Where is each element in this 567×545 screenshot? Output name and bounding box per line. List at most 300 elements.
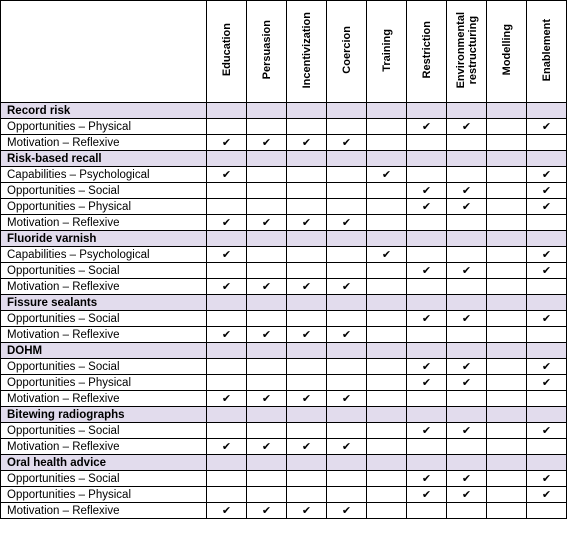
row-label: Opportunities – Physical xyxy=(1,199,207,215)
empty-cell xyxy=(367,503,407,519)
group-cell xyxy=(207,151,247,167)
empty-cell xyxy=(287,423,327,439)
empty-cell xyxy=(527,439,567,455)
group-cell xyxy=(527,231,567,247)
group-cell xyxy=(527,151,567,167)
group-cell xyxy=(367,343,407,359)
row-label: Motivation – Reflexive xyxy=(1,439,207,455)
table-row xyxy=(1,247,567,263)
check-mark-icon: ✔ xyxy=(407,423,447,439)
group-cell xyxy=(487,295,527,311)
check-mark-icon: ✔ xyxy=(287,503,327,519)
empty-cell xyxy=(367,119,407,135)
check-mark-icon: ✔ xyxy=(207,327,247,343)
group-cell xyxy=(487,103,527,119)
group-title: Oral health advice xyxy=(1,455,207,471)
group-cell xyxy=(327,151,367,167)
check-mark-icon: ✔ xyxy=(447,359,487,375)
check-mark-icon: ✔ xyxy=(407,199,447,215)
empty-cell xyxy=(447,279,487,295)
check-mark-icon: ✔ xyxy=(447,375,487,391)
check-mark-icon: ✔ xyxy=(447,423,487,439)
column-header xyxy=(527,1,567,103)
check-mark-icon: ✔ xyxy=(327,135,367,151)
check-mark-icon: ✔ xyxy=(447,119,487,135)
group-cell xyxy=(247,407,287,423)
empty-cell xyxy=(287,199,327,215)
empty-cell xyxy=(207,119,247,135)
check-mark-icon: ✔ xyxy=(247,327,287,343)
column-header xyxy=(447,1,487,103)
group-cell xyxy=(247,343,287,359)
column-header-label: Incentivization xyxy=(300,11,313,89)
check-mark-icon: ✔ xyxy=(407,263,447,279)
empty-cell xyxy=(407,279,447,295)
empty-cell xyxy=(247,199,287,215)
row-label: Capabilities – Psychological xyxy=(1,247,207,263)
empty-cell xyxy=(487,135,527,151)
empty-cell xyxy=(447,503,487,519)
table-row xyxy=(1,359,567,375)
empty-cell xyxy=(367,215,407,231)
group-cell xyxy=(327,103,367,119)
row-label: Motivation – Reflexive xyxy=(1,215,207,231)
check-mark-icon: ✔ xyxy=(207,391,247,407)
group-cell xyxy=(287,407,327,423)
empty-cell xyxy=(487,423,527,439)
column-header xyxy=(367,1,407,103)
corner-cell xyxy=(1,1,207,103)
group-cell xyxy=(407,295,447,311)
check-mark-icon: ✔ xyxy=(447,263,487,279)
empty-cell xyxy=(287,247,327,263)
group-cell xyxy=(207,103,247,119)
check-mark-icon: ✔ xyxy=(327,391,367,407)
check-mark-icon: ✔ xyxy=(247,279,287,295)
check-mark-icon: ✔ xyxy=(407,311,447,327)
check-mark-icon: ✔ xyxy=(407,375,447,391)
group-title: Risk-based recall xyxy=(1,151,207,167)
empty-cell xyxy=(487,247,527,263)
empty-cell xyxy=(487,327,527,343)
empty-cell xyxy=(487,391,527,407)
group-cell xyxy=(407,455,447,471)
empty-cell xyxy=(287,183,327,199)
group-cell xyxy=(447,295,487,311)
empty-cell xyxy=(447,215,487,231)
check-mark-icon: ✔ xyxy=(287,215,327,231)
empty-cell xyxy=(287,487,327,503)
empty-cell xyxy=(367,423,407,439)
group-cell xyxy=(407,407,447,423)
check-mark-icon: ✔ xyxy=(447,183,487,199)
group-cell xyxy=(367,295,407,311)
column-header-label: Environmental restructuring xyxy=(454,11,479,89)
empty-cell xyxy=(487,359,527,375)
check-mark-icon: ✔ xyxy=(407,359,447,375)
group-cell xyxy=(527,295,567,311)
check-mark-icon: ✔ xyxy=(327,439,367,455)
empty-cell xyxy=(327,471,367,487)
empty-cell xyxy=(367,471,407,487)
empty-cell xyxy=(247,183,287,199)
empty-cell xyxy=(287,167,327,183)
table-row xyxy=(1,391,567,407)
empty-cell xyxy=(207,375,247,391)
check-mark-icon: ✔ xyxy=(287,135,327,151)
group-cell xyxy=(487,343,527,359)
row-label: Opportunities – Social xyxy=(1,423,207,439)
check-mark-icon: ✔ xyxy=(207,215,247,231)
group-cell xyxy=(287,343,327,359)
row-label: Motivation – Reflexive xyxy=(1,135,207,151)
group-cell xyxy=(447,103,487,119)
empty-cell xyxy=(367,375,407,391)
group-row xyxy=(1,343,567,359)
row-label: Capabilities – Psychological xyxy=(1,167,207,183)
group-title: Fissure sealants xyxy=(1,295,207,311)
empty-cell xyxy=(367,183,407,199)
empty-cell xyxy=(287,311,327,327)
empty-cell xyxy=(327,423,367,439)
table-row xyxy=(1,183,567,199)
check-mark-icon: ✔ xyxy=(527,487,567,503)
empty-cell xyxy=(247,423,287,439)
group-cell xyxy=(447,151,487,167)
empty-cell xyxy=(447,167,487,183)
group-row xyxy=(1,231,567,247)
group-cell xyxy=(207,343,247,359)
group-cell xyxy=(367,103,407,119)
group-title: Bitewing radiographs xyxy=(1,407,207,423)
table-row xyxy=(1,279,567,295)
empty-cell xyxy=(207,359,247,375)
table-body xyxy=(1,103,567,519)
group-cell xyxy=(327,455,367,471)
row-label: Motivation – Reflexive xyxy=(1,327,207,343)
group-cell xyxy=(447,407,487,423)
group-cell xyxy=(207,455,247,471)
empty-cell xyxy=(527,391,567,407)
group-cell xyxy=(367,151,407,167)
check-mark-icon: ✔ xyxy=(207,167,247,183)
empty-cell xyxy=(367,279,407,295)
column-header xyxy=(247,1,287,103)
group-cell xyxy=(447,343,487,359)
check-mark-icon: ✔ xyxy=(527,471,567,487)
empty-cell xyxy=(447,135,487,151)
table-row xyxy=(1,215,567,231)
empty-cell xyxy=(407,135,447,151)
group-cell xyxy=(327,343,367,359)
check-mark-icon: ✔ xyxy=(407,471,447,487)
check-mark-icon: ✔ xyxy=(207,135,247,151)
empty-cell xyxy=(367,263,407,279)
group-cell xyxy=(527,407,567,423)
check-mark-icon: ✔ xyxy=(527,359,567,375)
empty-cell xyxy=(207,471,247,487)
group-row xyxy=(1,103,567,119)
row-label: Opportunities – Social xyxy=(1,311,207,327)
column-header xyxy=(207,1,247,103)
row-label: Motivation – Reflexive xyxy=(1,279,207,295)
row-label: Opportunities – Social xyxy=(1,471,207,487)
check-mark-icon: ✔ xyxy=(407,183,447,199)
group-row xyxy=(1,295,567,311)
empty-cell xyxy=(207,183,247,199)
check-mark-icon: ✔ xyxy=(527,119,567,135)
check-mark-icon: ✔ xyxy=(247,503,287,519)
table-row xyxy=(1,135,567,151)
empty-cell xyxy=(247,263,287,279)
group-cell xyxy=(327,231,367,247)
column-header-label: Education xyxy=(220,23,233,77)
empty-cell xyxy=(327,119,367,135)
group-cell xyxy=(367,455,407,471)
empty-cell xyxy=(327,247,367,263)
check-mark-icon: ✔ xyxy=(287,279,327,295)
check-mark-icon: ✔ xyxy=(247,439,287,455)
check-mark-icon: ✔ xyxy=(327,327,367,343)
empty-cell xyxy=(327,167,367,183)
empty-cell xyxy=(487,439,527,455)
check-mark-icon: ✔ xyxy=(207,247,247,263)
group-cell xyxy=(447,231,487,247)
empty-cell xyxy=(247,375,287,391)
empty-cell xyxy=(447,391,487,407)
group-cell xyxy=(407,151,447,167)
check-mark-icon: ✔ xyxy=(527,199,567,215)
column-header xyxy=(487,1,527,103)
empty-cell xyxy=(407,503,447,519)
empty-cell xyxy=(367,487,407,503)
empty-cell xyxy=(247,471,287,487)
empty-cell xyxy=(327,183,367,199)
empty-cell xyxy=(287,263,327,279)
check-mark-icon: ✔ xyxy=(527,263,567,279)
empty-cell xyxy=(487,263,527,279)
group-cell xyxy=(327,407,367,423)
check-mark-icon: ✔ xyxy=(207,279,247,295)
empty-cell xyxy=(487,503,527,519)
group-row xyxy=(1,151,567,167)
row-label: Opportunities – Social xyxy=(1,183,207,199)
empty-cell xyxy=(327,375,367,391)
table-row xyxy=(1,167,567,183)
column-header-label: Restriction xyxy=(420,21,433,79)
empty-cell xyxy=(207,487,247,503)
check-mark-icon: ✔ xyxy=(527,311,567,327)
group-cell xyxy=(207,295,247,311)
column-header-label: Coercion xyxy=(340,26,353,74)
table-row xyxy=(1,439,567,455)
check-mark-icon: ✔ xyxy=(207,439,247,455)
empty-cell xyxy=(327,263,367,279)
group-cell xyxy=(487,455,527,471)
group-cell xyxy=(527,103,567,119)
empty-cell xyxy=(487,375,527,391)
empty-cell xyxy=(407,247,447,263)
empty-cell xyxy=(207,311,247,327)
group-cell xyxy=(247,231,287,247)
group-cell xyxy=(487,151,527,167)
check-mark-icon: ✔ xyxy=(447,311,487,327)
column-header-label: Enablement xyxy=(540,18,553,82)
empty-cell xyxy=(487,167,527,183)
table-row xyxy=(1,471,567,487)
table-row xyxy=(1,423,567,439)
check-mark-icon: ✔ xyxy=(247,391,287,407)
column-header-label: Persuasion xyxy=(260,20,273,80)
empty-cell xyxy=(487,199,527,215)
empty-cell xyxy=(487,119,527,135)
group-cell xyxy=(527,455,567,471)
column-header xyxy=(287,1,327,103)
group-row xyxy=(1,455,567,471)
check-mark-icon: ✔ xyxy=(527,167,567,183)
empty-cell xyxy=(367,199,407,215)
row-label: Opportunities – Social xyxy=(1,359,207,375)
check-mark-icon: ✔ xyxy=(207,503,247,519)
group-cell xyxy=(247,295,287,311)
empty-cell xyxy=(247,311,287,327)
empty-cell xyxy=(247,119,287,135)
check-mark-icon: ✔ xyxy=(287,327,327,343)
check-mark-icon: ✔ xyxy=(527,183,567,199)
check-mark-icon: ✔ xyxy=(527,375,567,391)
table-row xyxy=(1,199,567,215)
empty-cell xyxy=(247,359,287,375)
check-mark-icon: ✔ xyxy=(447,199,487,215)
empty-cell xyxy=(367,359,407,375)
empty-cell xyxy=(367,327,407,343)
group-cell xyxy=(487,231,527,247)
column-header-label: Modelling xyxy=(500,24,513,76)
group-cell xyxy=(247,455,287,471)
empty-cell xyxy=(287,375,327,391)
group-cell xyxy=(447,455,487,471)
empty-cell xyxy=(247,247,287,263)
check-mark-icon: ✔ xyxy=(327,279,367,295)
empty-cell xyxy=(527,503,567,519)
empty-cell xyxy=(367,439,407,455)
check-mark-icon: ✔ xyxy=(447,471,487,487)
row-label: Opportunities – Social xyxy=(1,263,207,279)
check-mark-icon: ✔ xyxy=(527,247,567,263)
check-mark-icon: ✔ xyxy=(327,215,367,231)
empty-cell xyxy=(327,359,367,375)
empty-cell xyxy=(407,327,447,343)
table-row xyxy=(1,375,567,391)
group-cell xyxy=(247,151,287,167)
empty-cell xyxy=(487,279,527,295)
empty-cell xyxy=(287,119,327,135)
header-row xyxy=(1,1,567,103)
group-cell xyxy=(287,295,327,311)
group-cell xyxy=(287,103,327,119)
empty-cell xyxy=(487,311,527,327)
group-cell xyxy=(207,407,247,423)
group-cell xyxy=(287,231,327,247)
check-mark-icon: ✔ xyxy=(407,119,447,135)
row-label: Opportunities – Physical xyxy=(1,375,207,391)
table-row xyxy=(1,311,567,327)
group-cell xyxy=(327,295,367,311)
empty-cell xyxy=(487,471,527,487)
empty-cell xyxy=(487,183,527,199)
empty-cell xyxy=(247,167,287,183)
group-cell xyxy=(407,103,447,119)
empty-cell xyxy=(327,199,367,215)
group-cell xyxy=(287,455,327,471)
empty-cell xyxy=(527,215,567,231)
table-row xyxy=(1,119,567,135)
empty-cell xyxy=(327,311,367,327)
empty-cell xyxy=(407,167,447,183)
group-cell xyxy=(247,103,287,119)
column-header xyxy=(407,1,447,103)
check-mark-icon: ✔ xyxy=(247,215,287,231)
empty-cell xyxy=(327,487,367,503)
empty-cell xyxy=(527,135,567,151)
empty-cell xyxy=(407,391,447,407)
row-label: Opportunities – Physical xyxy=(1,119,207,135)
check-mark-icon: ✔ xyxy=(527,423,567,439)
table-row xyxy=(1,503,567,519)
group-row xyxy=(1,407,567,423)
group-cell xyxy=(367,407,407,423)
empty-cell xyxy=(207,199,247,215)
check-mark-icon: ✔ xyxy=(447,487,487,503)
group-cell xyxy=(527,343,567,359)
check-mark-icon: ✔ xyxy=(367,247,407,263)
row-label: Motivation – Reflexive xyxy=(1,503,207,519)
empty-cell xyxy=(207,423,247,439)
empty-cell xyxy=(487,215,527,231)
check-mark-icon: ✔ xyxy=(287,439,327,455)
check-mark-icon: ✔ xyxy=(407,487,447,503)
group-title: Record risk xyxy=(1,103,207,119)
empty-cell xyxy=(447,439,487,455)
empty-cell xyxy=(367,135,407,151)
check-mark-icon: ✔ xyxy=(247,135,287,151)
empty-cell xyxy=(367,311,407,327)
empty-cell xyxy=(287,359,327,375)
empty-cell xyxy=(407,439,447,455)
column-header-label: Training xyxy=(380,28,393,72)
empty-cell xyxy=(527,327,567,343)
group-cell xyxy=(407,343,447,359)
empty-cell xyxy=(207,263,247,279)
table-row xyxy=(1,327,567,343)
empty-cell xyxy=(287,471,327,487)
table-row xyxy=(1,487,567,503)
empty-cell xyxy=(407,215,447,231)
empty-cell xyxy=(447,247,487,263)
group-title: Fluoride varnish xyxy=(1,231,207,247)
empty-cell xyxy=(487,487,527,503)
check-mark-icon: ✔ xyxy=(367,167,407,183)
group-cell xyxy=(487,407,527,423)
empty-cell xyxy=(527,279,567,295)
group-title: DOHM xyxy=(1,343,207,359)
group-cell xyxy=(287,151,327,167)
empty-cell xyxy=(367,391,407,407)
group-cell xyxy=(367,231,407,247)
check-mark-icon: ✔ xyxy=(287,391,327,407)
row-label: Opportunities – Physical xyxy=(1,487,207,503)
group-cell xyxy=(207,231,247,247)
